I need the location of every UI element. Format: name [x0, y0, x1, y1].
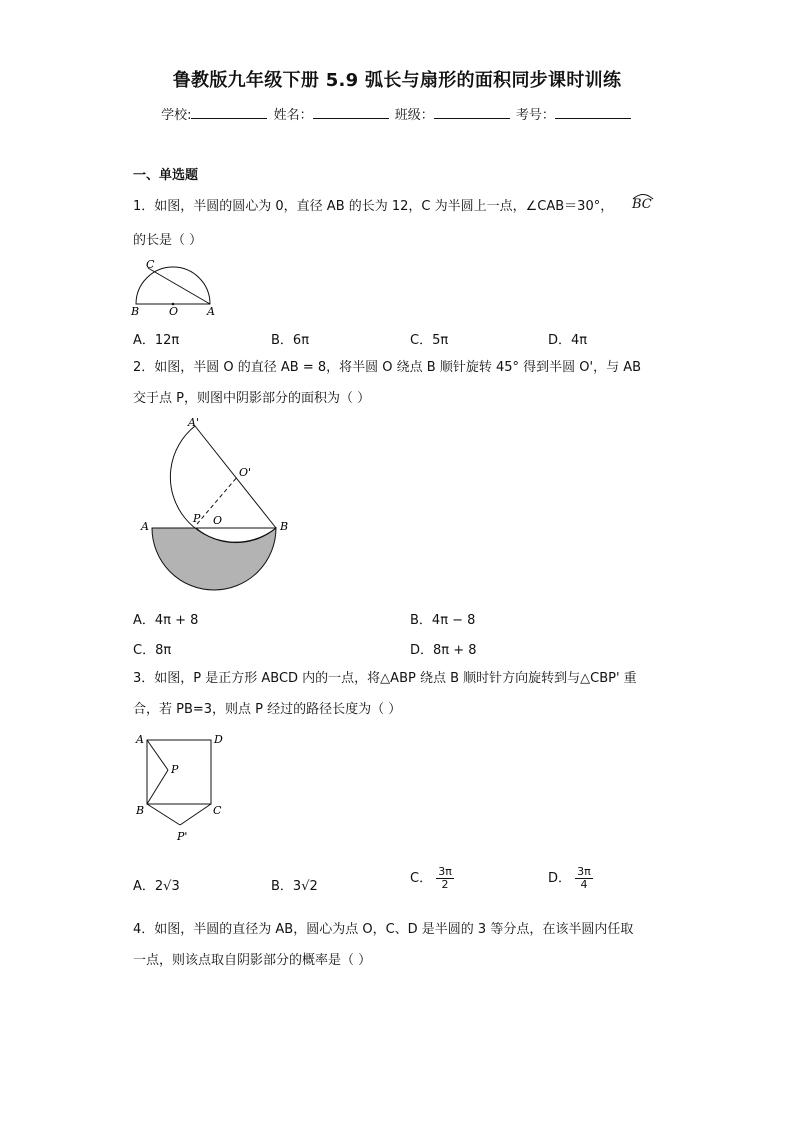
q2-option-c[interactable]: C．8π	[133, 643, 172, 658]
name-label: 姓名：	[273, 108, 313, 123]
q1-label-a: A	[207, 305, 215, 318]
q4-line2: 一点，则该点取自阴影部分的概率是（ ）	[133, 953, 372, 968]
name-blank[interactable]	[313, 106, 389, 119]
q3-label-d: D	[214, 733, 223, 746]
q2-label-o-prime: O'	[239, 466, 252, 479]
q1-label-o: O	[169, 305, 179, 318]
school-label: 学校:	[161, 108, 192, 123]
arc-mark-icon	[632, 192, 654, 200]
q1-line1: 1．如图，半圆的圆心为 0，直径 AB 的长为 12，C 为半圆上一点，∠CAB＝30°，	[133, 199, 614, 214]
q1-option-d[interactable]: D．4π	[548, 333, 588, 348]
page-title: 鲁教版九年级下册 5.9 弧长与扇形的面积同步课时训练	[172, 70, 622, 91]
q1-label-c: C	[146, 258, 155, 271]
q2-label-p: P	[193, 512, 201, 525]
q3-line2: 合，若 PB=3，则点 P 经过的路径长度为（ ）	[133, 702, 402, 717]
q3-figure	[132, 730, 242, 845]
q2-label-a-prime: A'	[188, 416, 199, 429]
q2-figure	[138, 416, 298, 596]
q2-option-b[interactable]: B．4π − 8	[410, 613, 476, 628]
q3-option-a[interactable]: A．2√3	[133, 879, 180, 894]
q1-label-b: B	[131, 305, 140, 318]
q3-option-c[interactable]: C． $\frac{3\pi}{2}$	[410, 865, 452, 891]
student-info-line	[0, 104, 794, 123]
q2-line1: 2．如图，半圆 O 的直径 AB = 8，将半圆 O 绕点 B 顺针旋转 45° 得到半圆 O'，与 AB	[133, 360, 642, 375]
q3-label-p-prime: P'	[177, 830, 188, 843]
q2-line2: 交于点 P，则图中阴影部分的面积为（ ）	[133, 391, 371, 406]
q2-option-d[interactable]: D．8π + 8	[410, 643, 477, 658]
q3-label-b: B	[136, 804, 145, 817]
exam-number-blank[interactable]	[555, 106, 631, 119]
q3-line1: 3．如图，P 是正方形 ABCD 内的一点，将△ABP 绕点 B 顺时针方向旋转到与△CBP' 重	[133, 671, 637, 686]
q3-label-a: A	[136, 733, 144, 746]
q4-line1: 4．如图，半圆的直径为 AB，圆心为点 O，C、D 是半圆的 3 等分点，在该半圆内任取	[133, 922, 634, 937]
q3-option-b[interactable]: B．3√2	[271, 879, 318, 894]
q1-option-a[interactable]: A．12π	[133, 333, 180, 348]
q3-label-p: P	[171, 763, 179, 776]
q2-option-a[interactable]: A．4π + 8	[133, 613, 199, 628]
section-title: 一、单选题	[133, 168, 199, 183]
q3-option-d[interactable]: D． $\frac{3\pi}{4}$	[548, 865, 591, 891]
school-blank[interactable]	[191, 106, 267, 119]
q2-label-o: O	[213, 514, 223, 527]
q1-line2: 的长是（ ）	[133, 233, 203, 248]
q1-arc-label: BC	[632, 196, 652, 214]
class-label: 班级：	[394, 108, 434, 123]
q1-option-c[interactable]: C．5π	[410, 333, 449, 348]
exam-number-label: 考号：	[515, 108, 555, 123]
q1-option-b[interactable]: B．6π	[271, 333, 310, 348]
q3-label-c: C	[213, 804, 222, 817]
q2-label-a: A	[141, 520, 149, 533]
class-blank[interactable]	[434, 106, 510, 119]
q1-figure	[128, 258, 218, 318]
q2-label-b: B	[280, 520, 289, 533]
